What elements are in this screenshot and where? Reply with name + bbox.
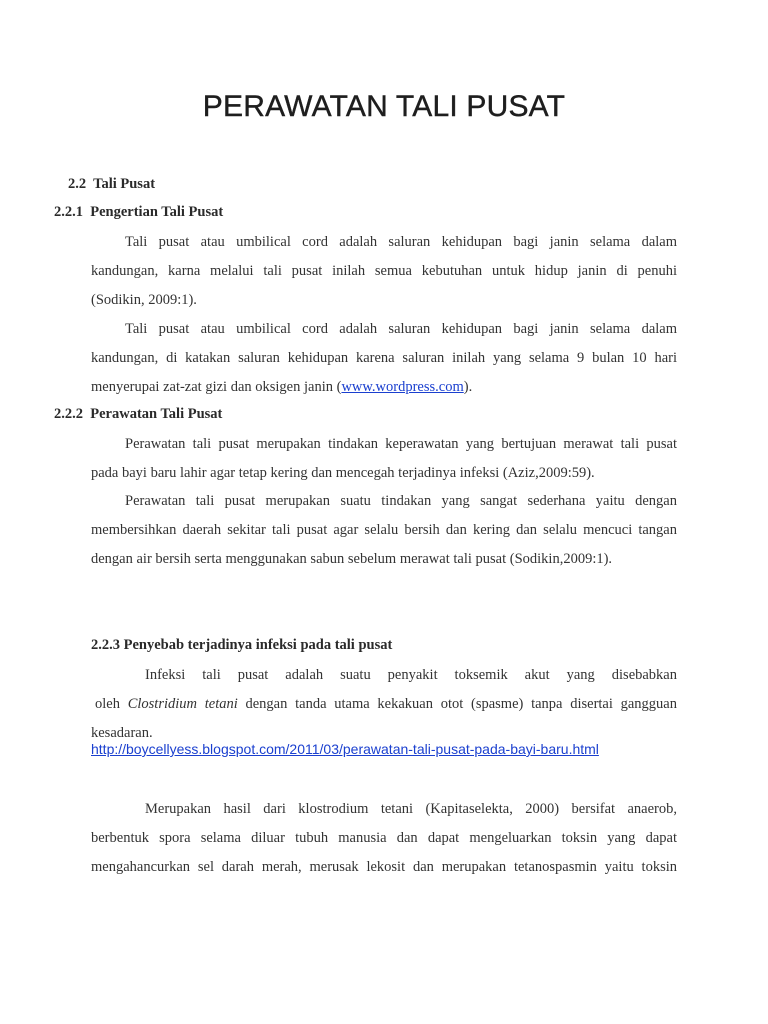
paragraph-line: Tali pusat atau umbilical cord adalah saluran kehidupan bagi janin selama dalam <box>125 321 677 337</box>
paragraph-line <box>91 690 677 719</box>
source-url-link[interactable]: http://boycellyess.blogspot.com/2011/03/perawatan-tali-pusat-pada-bayi-baru.html <box>91 741 599 757</box>
text-segment: dengan tanda utama kekakuan otot (spasme) tanpa disertai gangguan <box>237 696 677 712</box>
paragraph-infection <box>91 661 677 748</box>
page-title: PERAWATAN TALI PUSAT <box>202 90 566 123</box>
paragraph-line: dengan air bersih serta menggunakan sabun sebelum merawat tali pusat (Sodikin,2009:1). <box>91 551 613 567</box>
heading-2-2-2: 2.2.2 Perawatan Tali Pusat <box>54 406 223 422</box>
heading-2-2-1: 2.2.1 Pengertian Tali Pusat <box>54 204 224 220</box>
paragraph-line: pada bayi baru lahir agar tetap kering dan mencegah terjadinya infeksi (Aziz,2009:59). <box>91 465 595 481</box>
paragraph-line: kandungan, di katakan saluran kehidupan karena saluran inilah yang selama 9 bulan 10 hari <box>91 350 677 366</box>
paragraph-line: Tali pusat atau umbilical cord adalah saluran kehidupan bagi janin selama dalam <box>125 234 677 250</box>
text-segment: menyerupai zat-zat gizi dan oksigen janin ( <box>91 379 342 395</box>
paragraph-line: Merupakan hasil dari klostrodium tetani (Kapitaselekta, 2000) bersifat anaerob, <box>145 801 677 817</box>
text-segment: oleh <box>95 696 128 712</box>
heading-2-2-3: 2.2.3 Penyebab terjadinya infeksi pada tali pusat <box>91 637 393 653</box>
paragraph-line <box>91 373 677 402</box>
paragraph-definition-2 <box>91 315 677 402</box>
paragraph-line: Infeksi tali pusat adalah suatu penyakit toksemik akut yang disebabkan <box>145 667 677 683</box>
paragraph-line: Perawatan tali pusat merupakan tindakan keperawatan yang bertujuan merawat tali pusat <box>125 436 677 452</box>
paragraph-line: kesadaran. <box>91 725 153 741</box>
paragraph-care-2 <box>91 487 677 574</box>
heading-2-2: 2.2 Tali Pusat <box>68 176 156 192</box>
paragraph-care-1 <box>91 430 677 488</box>
paragraph-line: kandungan, karna melalui tali pusat inilah semua kebutuhan untuk hidup janin di penuhi <box>91 263 677 279</box>
paragraph-definition-1 <box>91 228 677 315</box>
paragraph-line: (Sodikin, 2009:1). <box>91 292 197 308</box>
paragraph-line: membersihkan daerah sekitar tali pusat agar selalu bersih dan kering dan selalu mencuci tangan <box>91 522 677 538</box>
text-segment: ). <box>463 379 473 395</box>
paragraph-clostridium <box>91 795 677 882</box>
italic-term: Clostridium tetani <box>127 696 238 712</box>
wordpress-link[interactable]: www.wordpress.com <box>341 379 464 395</box>
paragraph-line: Perawatan tali pusat merupakan suatu tindakan yang sangat sederhana yaitu dengan <box>125 493 677 509</box>
paragraph-line: mengahancurkan sel darah merah, merusak lekosit dan merupakan tetanospasmin yaitu toksin <box>91 859 677 875</box>
paragraph-line: berbentuk spora selama diluar tubuh manusia dan dapat mengeluarkan toksin yang dapat <box>91 830 677 846</box>
